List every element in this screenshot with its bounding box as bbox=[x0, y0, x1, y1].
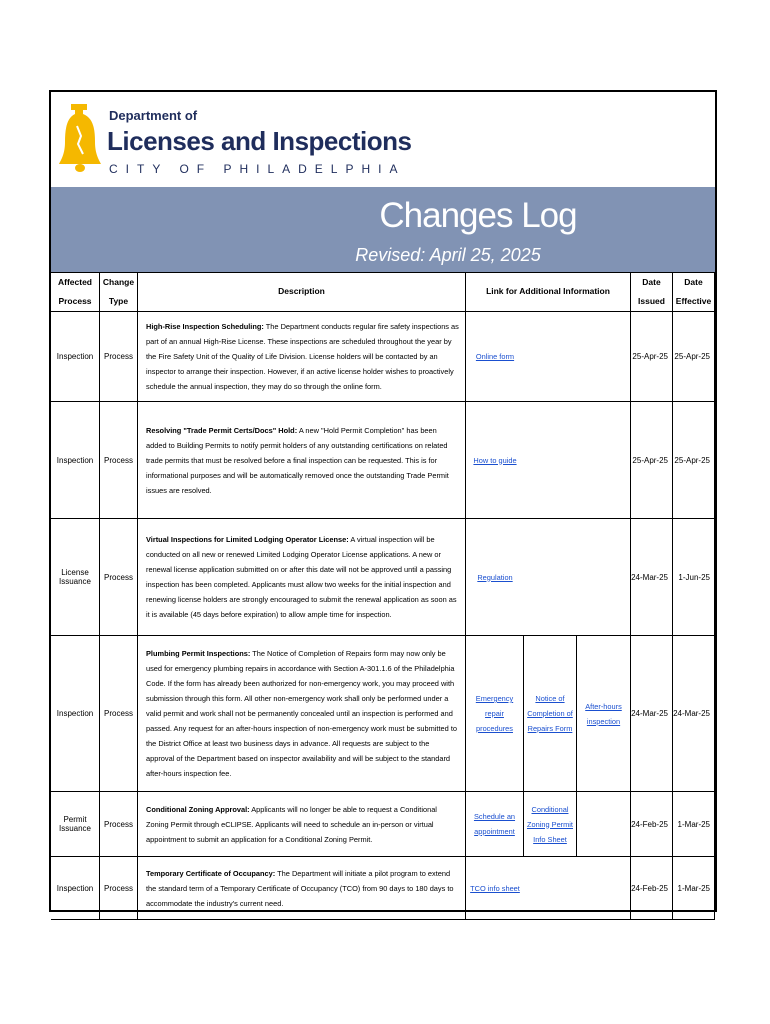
affected-process-cell: Inspection bbox=[51, 402, 100, 519]
link-cell bbox=[466, 792, 524, 857]
description-body: Applicants will no longer be able to request a Conditional Zoning Permit through eCLIPSE. Applicants will need to schedule an in-person or virtual appointment to submit an application for a Conditional Zoning Permit. bbox=[146, 804, 437, 844]
description-title: High-Rise Inspection Scheduling: bbox=[146, 322, 264, 331]
revised-date: Revised: April 25, 2025 bbox=[355, 245, 541, 265]
dept-line-3: CITY OF PHILADELPHIA bbox=[109, 162, 406, 176]
date-effective-cell: 1-Mar-25 bbox=[673, 857, 715, 920]
description-title: Virtual Inspections for Limited Lodging Operator License: bbox=[146, 535, 349, 544]
col-date-issued-header: Date Issued bbox=[631, 272, 673, 312]
info-link[interactable]: Online form bbox=[475, 352, 515, 361]
description-body: A new "Hold Permit Completion" has been added to Building Permits to notify permit holders of any outstanding certifications on related trade permits that must be resolved before a final inspection can be requested. This is for informational purposes and will be automatically removed once the outstanding Trade Permit issues are resolved. bbox=[146, 425, 449, 495]
description-cell bbox=[138, 636, 466, 792]
info-link[interactable]: TCO info sheet bbox=[470, 883, 520, 893]
description-title: Temporary Certificate of Occupancy: bbox=[146, 868, 276, 878]
col-description-header: Description bbox=[138, 272, 466, 312]
link-cell bbox=[577, 519, 631, 636]
description-cell bbox=[138, 402, 466, 519]
date-issued-cell: 25-Apr-25 bbox=[631, 402, 673, 519]
info-link[interactable]: Regulation bbox=[477, 572, 513, 582]
link-cell bbox=[577, 857, 631, 920]
change-type-cell: Process bbox=[100, 402, 138, 519]
description-cell bbox=[138, 857, 466, 920]
date-issued-cell: 25-Apr-25 bbox=[631, 312, 673, 402]
header bbox=[51, 92, 715, 188]
info-link[interactable]: After-hours inspection bbox=[585, 701, 622, 726]
link-cell bbox=[524, 857, 577, 920]
link-cell bbox=[524, 792, 577, 857]
link-cell bbox=[577, 636, 631, 792]
date-effective-cell: 1-Jun-25 bbox=[673, 519, 715, 636]
col-date-effective-header: Date Effective bbox=[673, 272, 715, 312]
link-cell bbox=[466, 636, 524, 792]
description-body: The Notice of Completion of Repairs form may now only be used for emergency plumbing repairs in accordance with Section A-301.1.6 of the Philadelphia Code. If the form has already been authorized for non-emergency work, you may proceed with submission through this form. All other non-emergency work shall only be performed under a valid permit and work shall not be permanently concealed until an inspection is performed and passed. Any request for an after-hours inspection of non-emergency work must be submitted to the District Office at least two business days in advance. All requests are subject to the approval of the Department based on inspector availability and will be subject to the standard after-hours inspection fee. bbox=[146, 649, 457, 778]
date-issued-cell: 24-Mar-25 bbox=[631, 519, 673, 636]
change-type-cell: Process bbox=[100, 636, 138, 792]
link-cell bbox=[524, 402, 577, 519]
date-issued-cell: 24-Feb-25 bbox=[631, 857, 673, 920]
link-cell bbox=[524, 312, 577, 402]
info-link[interactable]: Emergency repair procedures bbox=[475, 694, 514, 733]
affected-process-cell: Permit Issuance bbox=[51, 792, 100, 857]
description-title: Conditional Zoning Approval: bbox=[146, 804, 250, 814]
description-cell bbox=[138, 312, 466, 402]
date-issued-cell: 24-Feb-25 bbox=[631, 792, 673, 857]
affected-process-cell: Inspection bbox=[51, 857, 100, 920]
col-affected-header: Affected Process bbox=[51, 272, 100, 312]
changes-log-sheet bbox=[49, 90, 717, 912]
link-cell bbox=[466, 857, 524, 920]
affected-process-cell: License Issuance bbox=[51, 519, 100, 636]
link-cell bbox=[577, 312, 631, 402]
affected-process-cell: Inspection bbox=[51, 312, 100, 402]
affected-process-cell: Inspection bbox=[51, 636, 100, 792]
change-type-cell: Process bbox=[100, 792, 138, 857]
description-body: The Department conducts regular fire safety inspections as part of an annual High-Rise License. These inspections are scheduled throughout the year by the Fire Safety Unit of the Quality of Life Division. License holders will be contacted by an inspector to arrange their inspection. However, if an active license holder wishes to proactively schedule the annual inspection, they may do so through the online form. bbox=[146, 322, 459, 391]
link-cell bbox=[577, 792, 631, 857]
description-title: Plumbing Permit Inspections: bbox=[146, 649, 251, 658]
change-type-cell: Process bbox=[100, 312, 138, 402]
info-link[interactable]: Schedule an appointment bbox=[473, 812, 516, 836]
link-cell bbox=[577, 402, 631, 519]
date-issued-cell: 24-Mar-25 bbox=[631, 636, 673, 792]
info-link[interactable]: Notice of Completion of Repairs Form bbox=[527, 694, 573, 733]
date-effective-cell: 24-Mar-25 bbox=[673, 636, 715, 792]
page-title: Changes Log bbox=[379, 196, 577, 235]
date-effective-cell: 1-Mar-25 bbox=[673, 792, 715, 857]
date-effective-cell: 25-Apr-25 bbox=[673, 402, 715, 519]
date-effective-cell: 25-Apr-25 bbox=[673, 312, 715, 402]
link-cell bbox=[466, 519, 524, 636]
info-link[interactable]: How to guide bbox=[473, 455, 517, 465]
col-link-header: Link for Additional Information bbox=[466, 272, 631, 312]
description-body: The Department will initiate a pilot program to extend the standard term of a Temporary Certificate of Occupancy (TCO) from 90 days to 180 days to accommodate the industry's current need. bbox=[146, 868, 454, 908]
link-cell bbox=[466, 402, 524, 519]
link-cell bbox=[466, 312, 524, 402]
description-cell bbox=[138, 792, 466, 857]
dept-line-2: Licenses and Inspections bbox=[107, 126, 412, 156]
info-link[interactable]: Conditional Zoning Permit Info Sheet bbox=[526, 804, 573, 844]
col-change-type-header: Change Type bbox=[100, 272, 138, 312]
dept-line-1: Department of bbox=[109, 108, 198, 123]
link-cell bbox=[524, 519, 577, 636]
description-title: Resolving "Trade Permit Certs/Docs" Hold: bbox=[146, 425, 298, 435]
change-type-cell: Process bbox=[100, 519, 138, 636]
description-cell bbox=[138, 519, 466, 636]
description-body: A virtual inspection will be conducted on all new or renewed Limited Lodging Operator License applications. A new or renewal license application submitted on or after this date will not be approved until a passing inspection has been completed. Applicants must allow two weeks for the initial inspection and renewing license holders are strongly encouraged to submit the renewal application as soon as it is available (45 days before expiration) to allow ample time for inspection. bbox=[146, 535, 457, 619]
link-cell bbox=[524, 636, 577, 792]
liberty-bell-logo-icon bbox=[57, 98, 103, 174]
change-type-cell: Process bbox=[100, 857, 138, 920]
